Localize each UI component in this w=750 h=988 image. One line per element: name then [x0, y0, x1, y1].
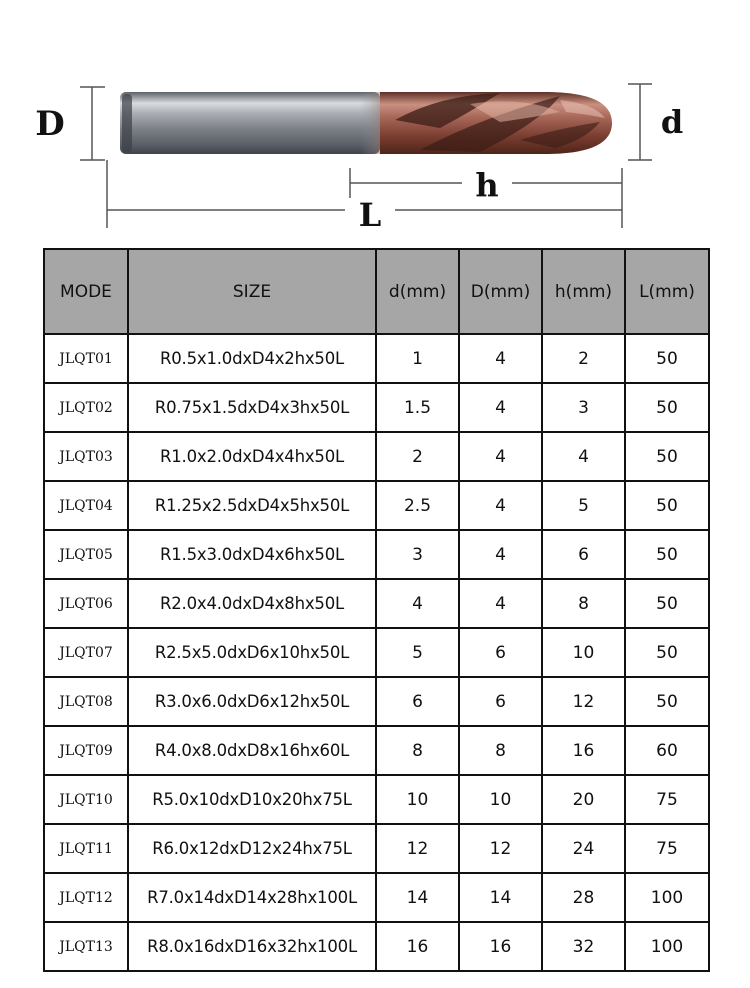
cell-size: R0.75x1.5dxD4x3hx50L	[128, 383, 376, 432]
cell-L: 50	[625, 334, 709, 383]
column-header-size: SIZE	[128, 249, 376, 334]
table-row	[44, 432, 709, 481]
cell-L: 75	[625, 775, 709, 824]
cell-d: 16	[376, 922, 459, 971]
cell-size: R5.0x10dxD10x20hx75L	[128, 775, 376, 824]
end-mill-diagram	[0, 0, 750, 245]
table-row	[44, 579, 709, 628]
cell-L: 50	[625, 677, 709, 726]
cell-D: 4	[459, 432, 542, 481]
table-row	[44, 873, 709, 922]
table-row	[44, 677, 709, 726]
cell-d: 4	[376, 579, 459, 628]
cell-mode: JLQT01	[44, 334, 128, 383]
cell-d: 14	[376, 873, 459, 922]
cell-h: 8	[542, 579, 625, 628]
dimension-d	[628, 84, 652, 160]
cell-size: R6.0x12dxD12x24hx75L	[128, 824, 376, 873]
cell-size: R2.5x5.0dxD6x10hx50L	[128, 628, 376, 677]
cell-d: 3	[376, 530, 459, 579]
cell-mode: JLQT03	[44, 432, 128, 481]
cell-h: 6	[542, 530, 625, 579]
cell-h: 20	[542, 775, 625, 824]
cell-D: 4	[459, 481, 542, 530]
cell-L: 100	[625, 922, 709, 971]
cell-h: 4	[542, 432, 625, 481]
cell-D: 6	[459, 628, 542, 677]
cell-L: 50	[625, 481, 709, 530]
cell-D: 4	[459, 334, 542, 383]
table-row	[44, 775, 709, 824]
table-row	[44, 481, 709, 530]
column-header-d: d(mm)	[376, 249, 459, 334]
cell-d: 10	[376, 775, 459, 824]
label-D: D	[35, 104, 65, 144]
table-row	[44, 726, 709, 775]
cell-D: 4	[459, 383, 542, 432]
cell-d: 1.5	[376, 383, 459, 432]
cell-d: 2.5	[376, 481, 459, 530]
cell-mode: JLQT07	[44, 628, 128, 677]
cell-mode: JLQT04	[44, 481, 128, 530]
cell-d: 12	[376, 824, 459, 873]
cell-D: 16	[459, 922, 542, 971]
cell-size: R0.5x1.0dxD4x2hx50L	[128, 334, 376, 383]
column-header-mode: MODE	[44, 249, 128, 334]
cell-D: 4	[459, 579, 542, 628]
cell-size: R8.0x16dxD16x32hx100L	[128, 922, 376, 971]
cell-d: 6	[376, 677, 459, 726]
cell-L: 50	[625, 432, 709, 481]
cell-mode: JLQT06	[44, 579, 128, 628]
label-d: d	[660, 103, 684, 141]
cell-mode: JLQT05	[44, 530, 128, 579]
cell-size: R2.0x4.0dxD4x8hx50L	[128, 579, 376, 628]
label-L: L	[358, 196, 382, 234]
cell-L: 50	[625, 383, 709, 432]
cell-mode: JLQT02	[44, 383, 128, 432]
table-row	[44, 824, 709, 873]
cell-mode: JLQT10	[44, 775, 128, 824]
table-row	[44, 628, 709, 677]
table-row	[44, 922, 709, 971]
end-mill-tool	[120, 92, 612, 154]
table-row	[44, 383, 709, 432]
cell-d: 2	[376, 432, 459, 481]
cell-h: 28	[542, 873, 625, 922]
spec-table	[43, 248, 710, 972]
cell-h: 16	[542, 726, 625, 775]
cell-D: 4	[459, 530, 542, 579]
cell-d: 8	[376, 726, 459, 775]
end-mill-drawing	[0, 0, 750, 245]
cell-D: 6	[459, 677, 542, 726]
cell-d: 5	[376, 628, 459, 677]
cell-size: R3.0x6.0dxD6x12hx50L	[128, 677, 376, 726]
cell-L: 50	[625, 530, 709, 579]
cell-h: 2	[542, 334, 625, 383]
cell-h: 24	[542, 824, 625, 873]
column-header-h: h(mm)	[542, 249, 625, 334]
cell-size: R1.0x2.0dxD4x4hx50L	[128, 432, 376, 481]
cell-d: 1	[376, 334, 459, 383]
column-header-L: L(mm)	[625, 249, 709, 334]
cell-mode: JLQT09	[44, 726, 128, 775]
cell-size: R4.0x8.0dxD8x16hx60L	[128, 726, 376, 775]
cell-h: 5	[542, 481, 625, 530]
cell-L: 100	[625, 873, 709, 922]
cell-h: 3	[542, 383, 625, 432]
cell-size: R1.5x3.0dxD4x6hx50L	[128, 530, 376, 579]
cell-L: 50	[625, 628, 709, 677]
dimension-D	[80, 87, 105, 160]
cell-D: 14	[459, 873, 542, 922]
cell-h: 12	[542, 677, 625, 726]
cell-L: 60	[625, 726, 709, 775]
cell-mode: JLQT13	[44, 922, 128, 971]
cell-mode: JLQT11	[44, 824, 128, 873]
column-header-D: D(mm)	[459, 249, 542, 334]
label-h: h	[475, 166, 499, 204]
table-row	[44, 334, 709, 383]
cell-size: R1.25x2.5dxD4x5hx50L	[128, 481, 376, 530]
cell-D: 8	[459, 726, 542, 775]
table-header-row	[44, 249, 709, 334]
cell-D: 12	[459, 824, 542, 873]
cell-size: R7.0x14dxD14x28hx100L	[128, 873, 376, 922]
table-row	[44, 530, 709, 579]
cell-L: 75	[625, 824, 709, 873]
cell-D: 10	[459, 775, 542, 824]
cell-L: 50	[625, 579, 709, 628]
cell-h: 32	[542, 922, 625, 971]
cell-h: 10	[542, 628, 625, 677]
cell-mode: JLQT08	[44, 677, 128, 726]
cell-mode: JLQT12	[44, 873, 128, 922]
